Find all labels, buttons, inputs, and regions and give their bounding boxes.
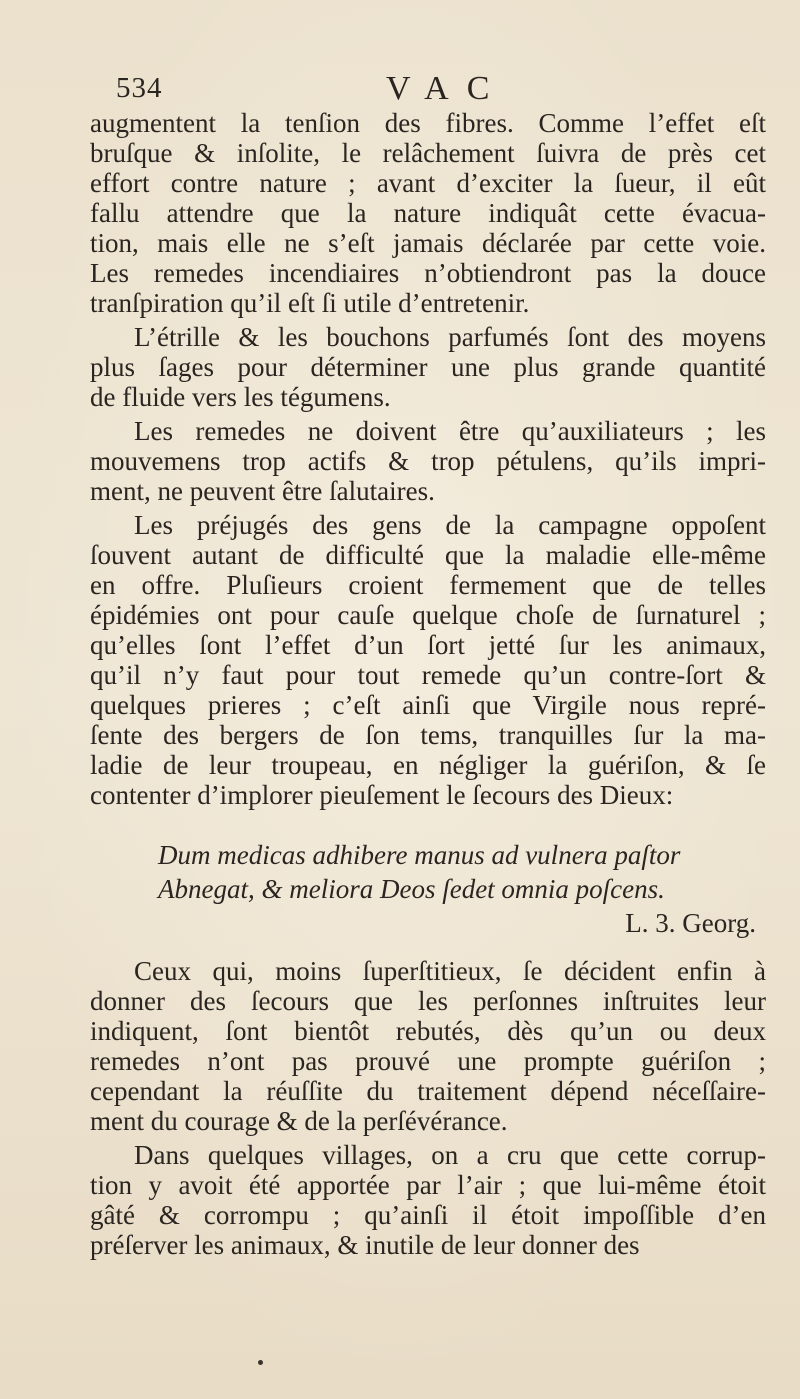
paragraph <box>90 108 766 318</box>
text-line: gâté & corrompu ; qu’ainſi il étoit impoſſible d’en <box>90 1200 766 1230</box>
text-line: ment, ne peuvent être ſalutaires. <box>90 476 435 506</box>
paragraph <box>90 956 766 1136</box>
text-line: Les remedes incendiaires n’obtiendront pas la douce <box>90 258 766 288</box>
quote-line: Dum medicas adhibere manus ad vulnera paſtor <box>158 840 681 870</box>
quote-line: Abnegat, & meliora Deos ſedet omnia poſcens. <box>158 874 665 904</box>
paragraph <box>90 416 766 506</box>
running-head: VAC <box>386 70 508 107</box>
body-text <box>90 108 766 1264</box>
text-line: contenter d’implorer pieuſement le ſecours des Dieux: <box>90 780 674 810</box>
paragraph <box>90 322 766 412</box>
text-line: bruſque & inſolite, le relâchement ſuivra de près cet <box>90 138 766 168</box>
text-line: tion, mais elle ne s’eſt jamais déclarée par cette voie. <box>90 228 766 258</box>
text-line: préſerver les animaux, & inutile de leur donner des <box>90 1230 640 1260</box>
text-line: augmentent la tenſion des fibres. Comme l’effet eſt <box>90 108 766 138</box>
text-line: qu’elles ſont l’effet d’un ſort jetté ſur les animaux, <box>90 630 766 660</box>
text-line: Dans quelques villages, on a cru que cette corrup- <box>134 1140 766 1170</box>
text-line: donner des ſecours que les perſonnes inſtruites leur <box>90 986 766 1016</box>
paragraph <box>90 510 766 810</box>
paragraph <box>90 1140 766 1260</box>
paragraphs-before-quote <box>90 108 766 814</box>
text-line: plus ſages pour déterminer une plus grande quantité <box>90 352 766 382</box>
text-line: ladie de leur troupeau, en négliger la guériſon, & ſe <box>90 750 766 780</box>
quote-citation: L. 3. Georg. <box>625 908 756 938</box>
ink-speck <box>258 1360 263 1365</box>
text-line: ment du courage & de la perſévérance. <box>90 1106 508 1136</box>
text-line: ſente des bergers de ſon tems, tranquilles ſur la ma- <box>90 720 766 750</box>
text-line: de fluide vers les tégumens. <box>90 382 391 412</box>
text-line: fallu attendre que la nature indiquât cette évacua- <box>90 198 766 228</box>
text-line: qu’il n’y faut pour tout remede qu’un contre-ſort & <box>90 660 766 690</box>
text-line: remedes n’ont pas prouvé une prompte guériſon ; <box>90 1046 766 1076</box>
text-line: cependant la réuſſite du traitement dépend néceſſaire- <box>90 1076 766 1106</box>
text-line: effort contre nature ; avant d’exciter la ſueur, il eût <box>90 168 766 198</box>
text-line: épidémies ont pour cauſe quelque choſe de ſurnaturel ; <box>90 600 766 630</box>
text-line: Ceux qui, moins ſuperſtitieux, ſe décident enfin à <box>134 956 766 986</box>
text-line: en offre. Pluſieurs croient fermement que de telles <box>90 570 766 600</box>
text-line: quelques prieres ; c’eſt ainſi que Virgile nous repré- <box>90 690 766 720</box>
page-number: 534 <box>116 72 163 104</box>
text-line: ſouvent autant de difficulté que la maladie elle-même <box>90 540 766 570</box>
latin-quotation <box>90 838 766 940</box>
page-header <box>116 72 760 112</box>
text-line: indiquent, ſont bientôt rebutés, dès qu’un ou deux <box>90 1016 766 1046</box>
text-line: Les remedes ne doivent être qu’auxiliateurs ; les <box>134 416 766 446</box>
text-line: mouvemens trop actifs & trop pétulens, qu’ils impri- <box>90 446 766 476</box>
text-line: Les préjugés des gens de la campagne oppoſent <box>134 510 766 540</box>
paragraphs-after-quote <box>90 956 766 1264</box>
text-line: L’étrille & les bouchons parfumés ſont des moyens <box>134 322 766 352</box>
text-line: tion y avoit été apportée par l’air ; que lui-même étoit <box>90 1170 766 1200</box>
text-line: tranſpiration qu’il eſt ſi utile d’entretenir. <box>90 288 530 318</box>
